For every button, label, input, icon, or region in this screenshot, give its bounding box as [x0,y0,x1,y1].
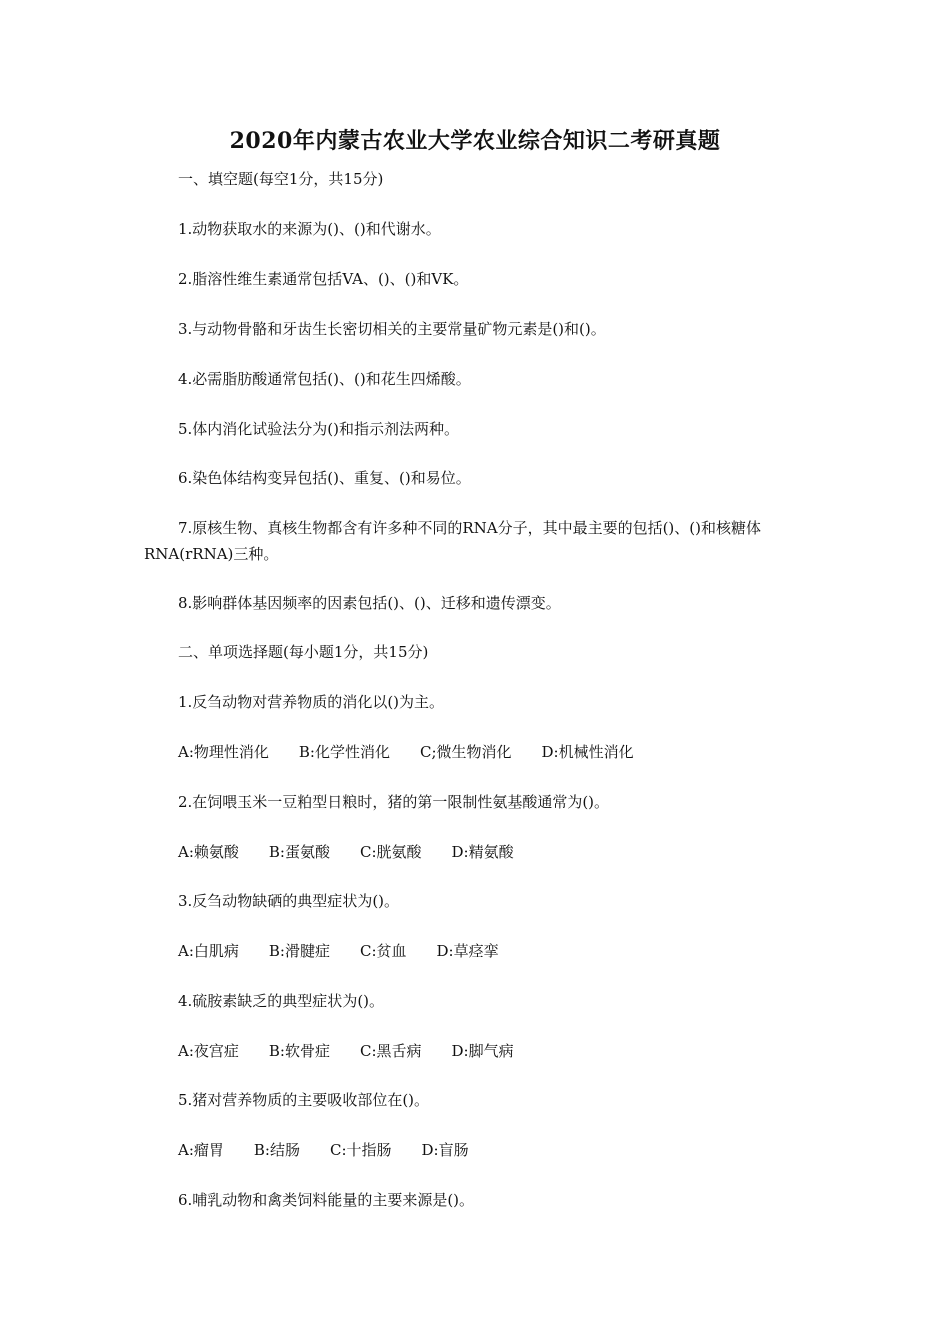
option-c: C:贫血 [359,942,407,960]
fill-blank-question-7: 7.原核生物、真核生物都含有许多种不同的RNA分子，其中最主要的包括()、()和核糖体RNA(rRNA)三种。 [144,519,761,563]
option-d: D:草痉挛 [436,942,499,960]
option-b: B:蛋氨酸 [268,843,330,861]
fill-blank-question-3: 3.与动物骨骼和牙齿生长密切相关的主要常量矿物元素是()和()。 [178,320,606,338]
fill-blank-question-1: 1.动物获取水的来源为()、()和代谢水。 [178,220,441,238]
option-b: B:结肠 [253,1141,300,1159]
option-c: C:十指肠 [329,1141,392,1159]
option-a: A:物理性消化 [178,743,269,761]
option-a: A:瘤胃 [178,1141,224,1159]
choice-options-1 [178,741,664,763]
fill-blank-question-6: 6.染色体结构变异包括()、重复、()和易位。 [178,469,471,487]
option-d: D:脚气病 [451,1042,514,1060]
option-b: B:滑腱症 [268,942,330,960]
fill-blank-question-4: 4.必需脂肪酸通常包括()、()和花生四烯酸。 [178,370,471,388]
option-d: D:机械性消化 [541,743,634,761]
section-heading-fill-blank: 一、填空题(每空1分，共15分) [178,170,384,188]
choice-question-6: 6.哺乳动物和禽类饲料能量的主要来源是()。 [178,1191,475,1209]
choice-question-1: 1.反刍动物对营养物质的消化以()为主。 [178,693,445,711]
option-c: C;微生物消化 [419,743,512,761]
section-heading-single-choice: 二、单项选择题(每小题1分，共15分) [178,643,429,661]
option-a: A:夜宫症 [178,1042,239,1060]
fill-blank-question-2: 2.脂溶性维生素通常包括VA、()、()和VK。 [178,270,469,288]
option-c: C:胱氨酸 [359,843,422,861]
choice-question-2: 2.在饲喂玉米一豆粕型日粮时，猪的第一限制性氨基酸通常为()。 [178,793,610,811]
choice-options-3 [178,940,529,962]
option-a: A:赖氨酸 [178,843,239,861]
option-d: D:盲肠 [421,1141,469,1159]
page-title: 2020年内蒙古农业大学农业综合知识二考研真题 [229,128,721,154]
option-b: B:化学性消化 [298,743,390,761]
fill-blank-question-8: 8.影响群体基因频率的因素包括()、()、迁移和遗传漂变。 [178,594,561,612]
fill-blank-question-5: 5.体内消化试验法分为()和指示剂法两种。 [178,420,460,438]
option-a: A:白肌病 [178,942,239,960]
choice-question-3: 3.反刍动物缺硒的典型症状为()。 [178,892,400,910]
choice-question-5: 5.猪对营养物质的主要吸收部位在()。 [178,1091,430,1109]
choice-options-2 [178,841,544,863]
choice-question-4: 4.硫胺素缺乏的典型症状为()。 [178,992,385,1010]
choice-options-5 [178,1139,499,1161]
option-d: D:精氨酸 [451,843,514,861]
option-c: C:黑舌病 [359,1042,422,1060]
choice-options-4 [178,1040,544,1062]
option-b: B:软骨症 [268,1042,330,1060]
